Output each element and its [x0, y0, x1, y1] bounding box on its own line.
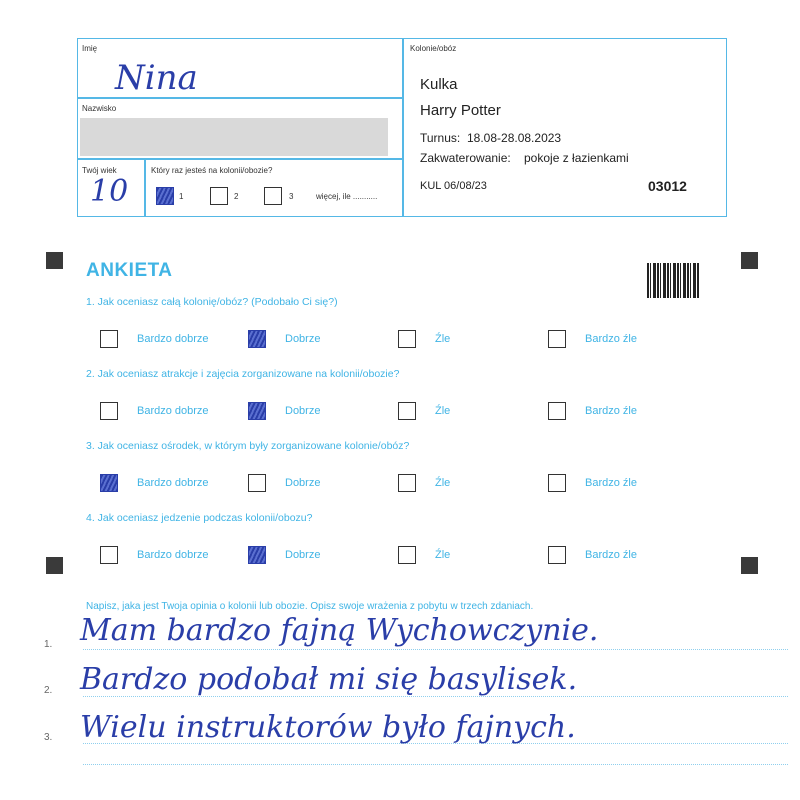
answer-option-label: Dobrze [285, 405, 321, 417]
question-text: 3. Jak oceniasz ośrodek, w którym były zorganizowane kolonie/obóz? [86, 440, 410, 452]
age-value: 10 [90, 174, 129, 209]
answer-option-label: Źle [435, 333, 451, 345]
answer-option-label: Dobrze [285, 549, 321, 561]
visit-option-1: 1 [179, 192, 184, 201]
survey-title: ANKIETA [86, 260, 173, 281]
name-label: Imię [82, 44, 98, 53]
question-text: 1. Jak oceniasz całą kolonię/obóz? (Podobało Ci się?) [86, 296, 338, 308]
line-number-2: 2. [44, 685, 53, 696]
answer-line-4 [83, 764, 788, 765]
visit-checkbox-2[interactable] [210, 187, 228, 205]
registration-mark-bottom-right [741, 557, 758, 574]
answer-checkbox-q3-opt1[interactable] [100, 474, 118, 492]
turnus-label: Turnus: [420, 131, 461, 145]
camp-name: Kulka [420, 76, 458, 93]
accommodation-label: Zakwaterowanie: [420, 151, 511, 165]
line-number-1: 1. [44, 639, 53, 650]
answer-option-label: Dobrze [285, 333, 321, 345]
question-text: 2. Jak oceniasz atrakcje i zajęcia zorganizowane na kolonii/obozie? [86, 368, 400, 380]
answer-text-3[interactable]: Wielu instruktorów było fajnych. [80, 710, 576, 745]
answer-checkbox-q2-opt1[interactable] [100, 402, 118, 420]
answer-option-label: Bardzo źle [585, 549, 637, 561]
visit-checkbox-1[interactable] [156, 187, 174, 205]
surname-divider [77, 158, 402, 160]
camp-code: KUL 06/08/23 [420, 180, 487, 192]
answer-checkbox-q3-opt4[interactable] [548, 474, 566, 492]
form-number: 03012 [648, 178, 687, 194]
answer-checkbox-q2-opt3[interactable] [398, 402, 416, 420]
answer-checkbox-q4-opt1[interactable] [100, 546, 118, 564]
age-label: Twój wiek [82, 166, 117, 175]
answer-option-label: Źle [435, 549, 451, 561]
name-value: Nina [115, 58, 198, 98]
accommodation-value: pokoje z łazienkami [524, 151, 629, 165]
visit-label: Który raz jesteś na kolonii/obozie? [151, 166, 273, 175]
answer-checkbox-q4-opt4[interactable] [548, 546, 566, 564]
answer-checkbox-q3-opt2[interactable] [248, 474, 266, 492]
answer-text-2[interactable]: Bardzo podobał mi się basylisek. [80, 662, 578, 697]
answer-option-label: Bardzo dobrze [137, 549, 209, 561]
answer-checkbox-q1-opt4[interactable] [548, 330, 566, 348]
visit-option-2: 2 [234, 192, 239, 201]
header-divider [402, 38, 404, 217]
answer-text-1[interactable]: Mam bardzo fajną Wychowczynie. [80, 613, 599, 648]
answer-option-label: Dobrze [285, 477, 321, 489]
surname-label: Nazwisko [82, 104, 117, 113]
answer-option-label: Źle [435, 477, 451, 489]
visit-option-3: 3 [289, 192, 294, 201]
registration-mark-bottom-left [46, 557, 63, 574]
answer-option-label: Bardzo dobrze [137, 333, 209, 345]
answer-checkbox-q3-opt3[interactable] [398, 474, 416, 492]
answer-checkbox-q1-opt2[interactable] [248, 330, 266, 348]
registration-mark-top-right [741, 252, 758, 269]
visit-checkbox-3[interactable] [264, 187, 282, 205]
turnus-value: 18.08-28.08.2023 [467, 131, 562, 145]
age-divider [144, 158, 146, 217]
surname-redaction [80, 118, 388, 156]
camp-label: Kolonie/obóz [410, 44, 457, 53]
visit-more-label: więcej, ile ........... [316, 192, 378, 201]
line-number-3: 3. [44, 732, 53, 743]
answer-option-label: Bardzo źle [585, 477, 637, 489]
barcode [647, 263, 700, 298]
answer-checkbox-q4-opt2[interactable] [248, 546, 266, 564]
answer-line-1 [83, 649, 788, 650]
answer-option-label: Bardzo źle [585, 405, 637, 417]
answer-option-label: Źle [435, 405, 451, 417]
answer-option-label: Bardzo źle [585, 333, 637, 345]
answer-checkbox-q1-opt1[interactable] [100, 330, 118, 348]
answer-checkbox-q2-opt2[interactable] [248, 402, 266, 420]
answer-option-label: Bardzo dobrze [137, 405, 209, 417]
camp-theme: Harry Potter [420, 102, 501, 119]
answer-option-label: Bardzo dobrze [137, 477, 209, 489]
opinion-prompt: Napisz, jaka jest Twoja opinia o kolonii lub obozie. Opisz swoje wrażenia z pobytu w trzech zdaniach. [86, 601, 534, 612]
answer-checkbox-q2-opt4[interactable] [548, 402, 566, 420]
registration-mark-top-left [46, 252, 63, 269]
question-text: 4. Jak oceniasz jedzenie podczas kolonii/obozu? [86, 512, 313, 524]
answer-checkbox-q1-opt3[interactable] [398, 330, 416, 348]
answer-checkbox-q4-opt3[interactable] [398, 546, 416, 564]
